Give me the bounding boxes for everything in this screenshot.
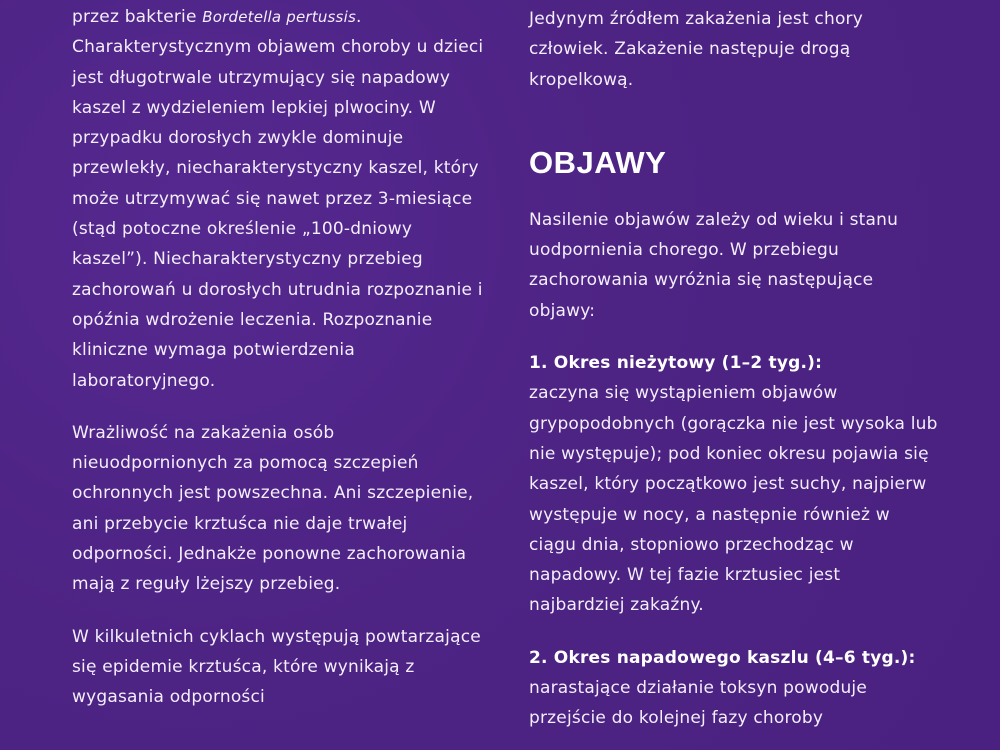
left-paragraph-1: przez bakterie Bordetella pertussis. Charakterystycznym objawem choroby u dzieci jest długotrwale utrzymujący się napadowy kaszel z wydzieleniem lepkiej plwociny. W przypadku dorosłych zwykle dominuje przewlekły, niecharakterystyczny kaszel, który może utrzymywać się nawet przez 3-miesiące (stąd potoczne określenie „100-dniowy kaszel”). Niecharakterystyczny przebieg zachorowań u dorosłych utrudnia rozpoznanie i opóźnia wdrożenie leczenia. Rozpoznanie kliniczne wymaga potwierdzenia laboratoryjnego. [72, 7, 484, 391]
stage-1 [529, 348, 939, 621]
right-paragraph-1: Nasilenie objawów zależy od wieku i stanu uodpornienia chorego. W przebiegu zachorowania wyróżnia się następujące objawy: [529, 209, 899, 321]
stage-2-title: 2. Okres napadowego kaszlu (4–6 tyg.): [529, 647, 916, 668]
section-heading-objawy: OBJAWY [529, 144, 667, 180]
right-column [529, 4, 939, 734]
stage-2-text: narastające działanie toksyn powoduje przejście do kolejnej fazy choroby [529, 678, 868, 729]
stage-2 [529, 643, 939, 734]
left-paragraph-2: Wrażliwość na zakażenia osób nieuodpornionych za pomocą szczepień ochronnych jest powszechna. Ani szczepienie, ani przebycie krztuśca nie daje trwałej odporności. Jednakże ponowne zachorowania mają z reguły lżejszy przebieg. [72, 422, 474, 595]
left-paragraph-3: W kilkuletnich cyklach występują powtarzające się epidemie krztuśca, które wynikają z wygasania odporności [72, 626, 481, 708]
stage-1-text: zaczyna się wystąpieniem objawów grypopodobnych (gorączka nie jest wysoka lub nie występuje); pod koniec okresu pojawia się kaszel, który początkowo jest suchy, najpierw występuje w nocy, a następnie również w ciągu dnia, stopniowo przechodząc w napadowy. W tej fazie krztusiec jest najbardziej zakaźny. [529, 383, 938, 616]
right-intro-paragraph: Jedynym źródłem zakażenia jest chory człowiek. Zakażenie następuje drogą kropelkową. [529, 9, 863, 90]
latin-name: Bordetella pertussis [202, 8, 356, 26]
stage-1-title: 1. Okres nieżytowy (1–2 tyg.): [529, 353, 823, 374]
left-column [72, 2, 492, 713]
